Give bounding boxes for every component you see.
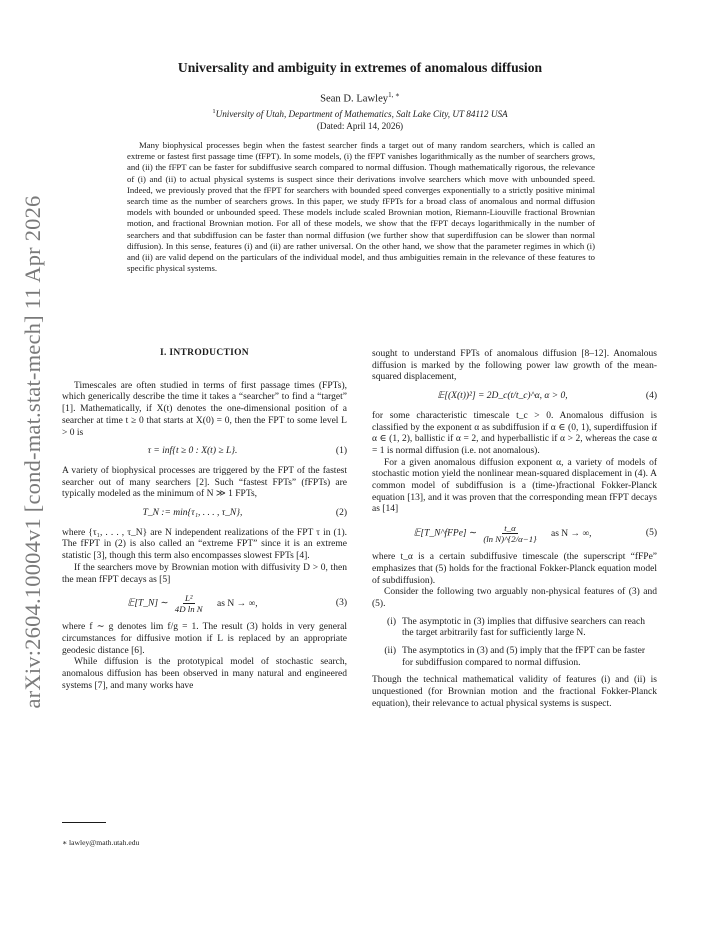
equation-body xyxy=(372,523,633,544)
equation-number: (4) xyxy=(645,391,657,402)
right-column xyxy=(372,349,657,711)
affiliation-text: University of Utah, Department of Mathematics, Salt Lake City, UT 84112 USA xyxy=(215,109,508,120)
paragraph: where {τ₁, . . . , τ_N} are N independent realizations of the FPT τ in (1). The fFPT in (2) is also called an “extreme FPT” since it is an extreme statistic [3], though this term also encompasses slowest FPTs [4]. xyxy=(62,527,347,562)
equation-rhs: as N → ∞, xyxy=(551,528,592,539)
footnote-divider xyxy=(62,822,106,823)
dated-line: (Dated: April 14, 2026) xyxy=(316,121,404,131)
paragraph: Though the technical mathematical validity of features (i) and (ii) is unquestioned (for Brownian motion and the fractional Fokker-Planck equation), their relevance to actual physical systems is suspect. xyxy=(372,675,657,709)
affiliation xyxy=(0,108,720,119)
paragraph: Consider the following two arguably non-physical features of (3) and (5). xyxy=(372,587,657,609)
paragraph: Timescales are often studied in terms of first passage times (FPTs), which generically describe the time it takes a “searcher” to find a “target” [1]. Mathematically, if X(t) denotes the one-dimensional position of a searcher at time t ≥ 0 that starts at X(0) = 0, then the FPT to some level L > 0 is xyxy=(62,380,347,438)
list-item xyxy=(372,646,657,669)
numerator: t_α xyxy=(504,523,516,534)
equation-number: (1) xyxy=(335,446,347,457)
equation-5 xyxy=(372,523,657,544)
footnote: ∗ lawley@math.utah.edu xyxy=(62,838,140,847)
paragraph: A variety of biophysical processes are triggered by the FPT of the fastest searcher out of many searchers [2]. Such “fastest FPTs” (fFPTs) are typically modeled as the minimum of N ≫ 1 FPTs, xyxy=(62,465,347,500)
equation-number: (2) xyxy=(335,508,347,519)
numerator: L² xyxy=(184,593,193,604)
section-heading: I. INTRODUCTION xyxy=(160,348,249,358)
author-marks: 1, ∗ xyxy=(388,91,400,99)
list-label: (ii) xyxy=(384,646,396,657)
list-text: The asymptotic in (3) implies that diffusive searchers can reach the target arbitrarily fast for sufficiently large N. xyxy=(402,616,645,639)
left-column xyxy=(62,348,347,692)
paragraph: where f ∼ g denotes lim f/g = 1. The result (3) holds in very general circumstances for diffusive motion if L is replaced by an appropriate geodesic distance [6]. xyxy=(62,622,347,656)
equation-number: (5) xyxy=(645,527,657,538)
equation-1 xyxy=(62,446,347,458)
paragraph: sought to understand FPTs of anomalous diffusion [8–12]. Anomalous diffusion is marked by the following power law growth of the mean-squared displacement, xyxy=(372,349,657,383)
denominator: 4D ln N xyxy=(174,604,203,615)
author-line xyxy=(0,91,720,105)
arxiv-stamp: arXiv:2604.10004v1 [cond-mat.stat-mech] 11 Apr 2026 xyxy=(20,195,45,709)
equation-body: 𝔼[(X(t))²] = 2D_c(t/t_c)^α, α > 0, xyxy=(437,391,568,402)
author-name: Sean D. Lawley xyxy=(320,93,389,105)
paragraph: For a given anomalous diffusion exponent α, a variety of models of stochastic motion yield the nonlinear mean-squared displacement in (4). A common model of subdiffusion is a (time-)fractional Fokker-Planck equation [13], and it was proven that the corresponding mean fFPT decays as [14] xyxy=(372,457,657,515)
paragraph: If the searchers move by Brownian motion with diffusivity D > 0, then the mean fFPT decays as [5] xyxy=(62,562,347,585)
equation-rhs: as N → ∞, xyxy=(217,598,258,609)
equation-body: τ = inf{t ≥ 0 : X(t) ≥ L}. xyxy=(147,446,238,457)
abstract: Many biophysical processes begin when the fastest searcher finds a target out of many random searchers, which is called an extreme or fastest first passage time (fFPT). In some models, (i) the fFPT vanishes logarithmically as the number of searchers grows, and (ii) the fFPT can be faster for subdiffusive search compared to normal diffusion. Though mathematically rigorous, the relevance of (i) and (ii) to actual physical systems is suspect since their derivations involve searchers which move with unbounded speed. Indeed, we previously proved that the fFPT for searchers with bounded speed converges exponentially to a strictly positive minimal search time as the number of searchers grows. In this paper, we study fFPTs for a broad class of anomalous and normal diffusion models with bounded or unbounded speed. These models include scaled Brownian motion, Riemann-Liouville fractional Brownian motion, and fractional Brownian motion. For all of these models, we show that the fFPT decays logarithmically in the number of searchers and that subdiffusion can be faster than normal diffusion (we further show that superdiffusion can be slower than normal diffusion). In this sense, features (i) and (ii) are rather universal. On the other hand, we show that the parameter regimes in which (i) and (ii) are valid depend on the particulars of the individual model, and thus ambiguities remain in the relevance of these features to specific physical systems. xyxy=(127,140,595,274)
equation-lhs: 𝔼[T_N^fFPe] ∼ xyxy=(413,528,477,539)
fraction xyxy=(481,523,538,544)
equation-number: (3) xyxy=(335,597,347,608)
denominator: (ln N)^{2/α−1} xyxy=(483,534,537,545)
list-text: The asymptotics in (3) and (5) imply that the fFPT can be faster for subdiffusion compared to normal diffusion. xyxy=(402,646,645,668)
equation-body: T_N := min{τ₁, . . . , τ_N}, xyxy=(142,508,243,519)
equation-2 xyxy=(62,508,347,520)
paragraph: While diffusion is the prototypical model of stochastic search, anomalous diffusion has been observed in many natural and engineered systems [7], and many works have xyxy=(62,657,347,691)
equation-4 xyxy=(372,391,657,403)
list-label: (i) xyxy=(387,616,396,627)
paragraph: for some characteristic timescale t_c > 0. Anomalous diffusion is classified by the exponent α as subdiffusion if α ∈ (0, 1), superdiffusion if α ∈ (1, 2), ballistic if α = 2, and hyperballistic if α > 2, whereas the case α = 1 is normal diffusion (i.e. not anomalous). xyxy=(372,410,657,456)
affiliation-mark: 1 xyxy=(212,108,216,115)
equation-body xyxy=(62,593,323,614)
list-item xyxy=(372,617,657,640)
fraction xyxy=(173,593,205,614)
paragraph: where t_α is a certain subdiffusive timescale (the superscript “fFPe” emphasizes that (5) holds for the fractional Fokker-Planck equation model of subdiffusion). xyxy=(372,552,657,586)
equation-3 xyxy=(62,593,347,614)
paper-title: Universality and ambiguity in extremes of anomalous diffusion xyxy=(177,60,543,75)
equation-lhs: 𝔼[T_N] ∼ xyxy=(127,598,169,609)
